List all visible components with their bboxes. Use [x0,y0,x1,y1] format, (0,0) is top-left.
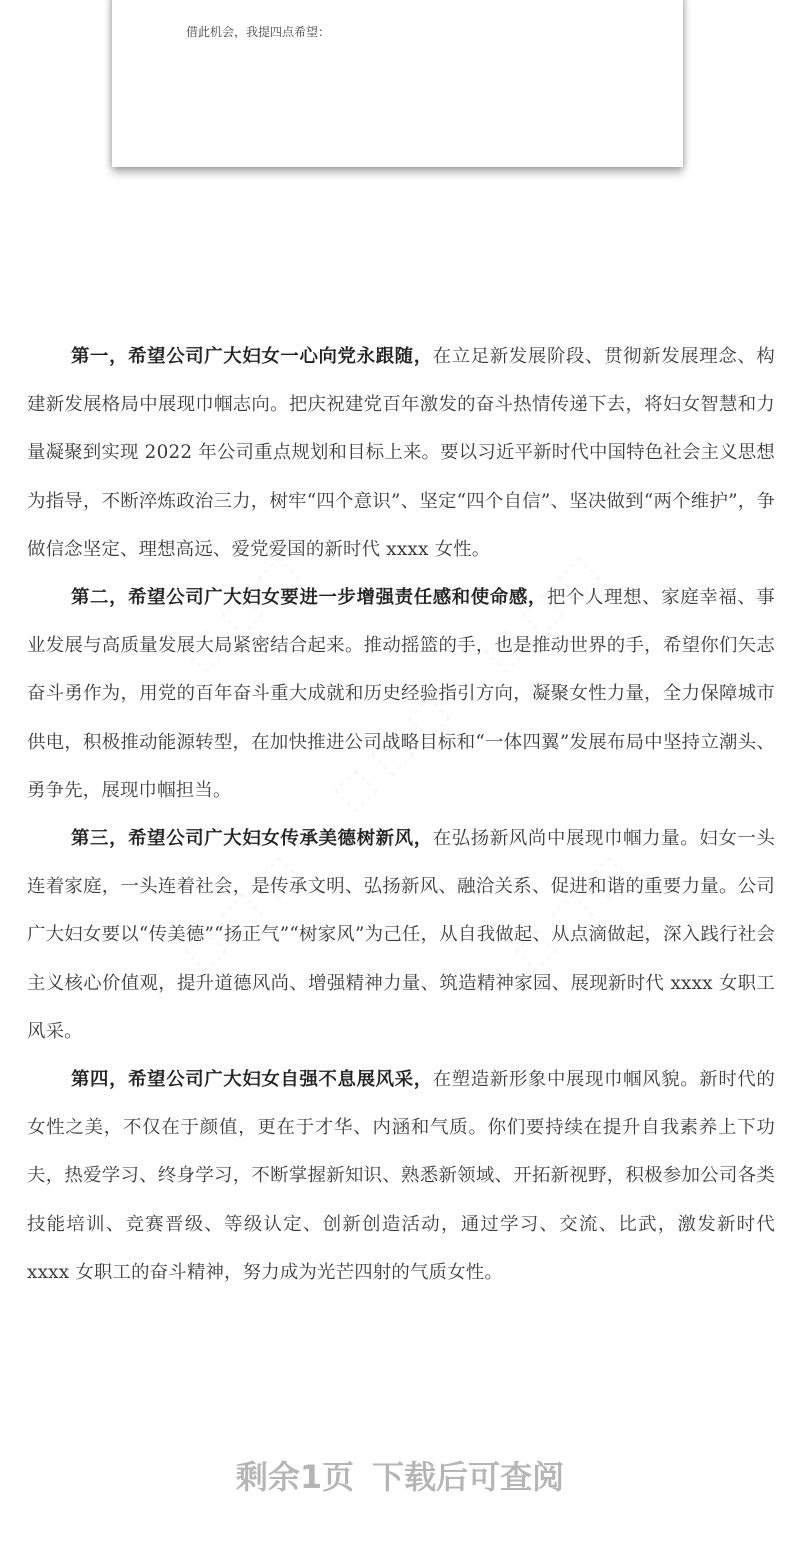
paragraph-3 [27,815,775,1056]
download-to-view-label[interactable]: 下载后可查阅 [372,1458,565,1496]
preview-text-line [158,0,678,2]
paragraph-lead: 第二，希望公司广大妇女要进一步增强责任感和使命感， [71,587,547,609]
paragraph-text: 在弘扬新风尚中展现巾帼力量。妇女一头连着家庭，一头连着社会，是传承文明、弘扬新风、融洽关系、促进和谐的重要力量。公司广大妇女要以“传美德”“扬正气”“树家风”为己任，从自我做起、从点滴做起，深入践行社会主义核心价值观，提升道德风尚、增强精神力量、筑造精神家园、展现新时代 xxxx 女职工风采。 [27,828,775,1042]
paragraph-text: 把个人理想、家庭幸福、事业发展与高质量发展大局紧密结合起来。推动摇篮的手，也是推动世界的手，希望你们矢志奋斗勇作为，用党的百年奋斗重大成就和历史经验指引方向，凝聚女性力量，全力保障城市供电，积极推动能源转型，在加快推进公司战略目标和“一体四翼”发展布局中坚持立潮头、勇争先，展现巾帼担当。 [27,587,775,801]
remaining-pages-label: 剩余1页 [235,1458,355,1496]
article-body [27,333,775,1297]
page-preview-card [112,0,683,167]
paragraph-text: 在塑造新形象中展现巾帼风貌。新时代的女性之美，不仅在于颜值，更在于才华、内涵和气质。你们要持续在提升自我素养上下功夫，热爱学习、终身学习，不断掌握新知识、熟悉新领域、开拓新视野，积极参加公司各类技能培训、竞赛晋级、等级认定、创新创造活动，通过学习、交流、比武，激发新时代 xxxx 女职工的奋斗精神，努力成为光芒四射的气质女性。 [27,1069,775,1283]
preview-text-line: 借此机会，我提四点希望： [186,25,331,39]
download-prompt[interactable] [0,1450,800,1504]
paragraph-text: 在立足新发展阶段、贯彻新发展理念、构建新发展格局中展现巾帼志向。把庆祝建党百年激发的奋斗热情传递下去，将妇女智慧和力量凝聚到实现 2022 年公司重点规划和目标上来。要以习近平新时代中国特色社会主义思想为指导，不断淬炼政治三力，树牢“四个意识”、坚定“四个自信”、坚决做到“两个维护”，争做信念坚定、理想高远、爱党爱国的新时代 xxxx 女性。 [27,346,775,560]
paragraph-lead: 第三，希望公司广大妇女传承美德树新风， [71,828,433,850]
paragraph-lead: 第四，希望公司广大妇女自强不息展风采， [71,1069,433,1091]
paragraph-2 [27,574,775,815]
paragraph-lead: 第一，希望公司广大妇女一心向党永跟随， [71,346,433,367]
paragraph-1 [27,333,775,574]
paragraph-4 [27,1056,775,1297]
